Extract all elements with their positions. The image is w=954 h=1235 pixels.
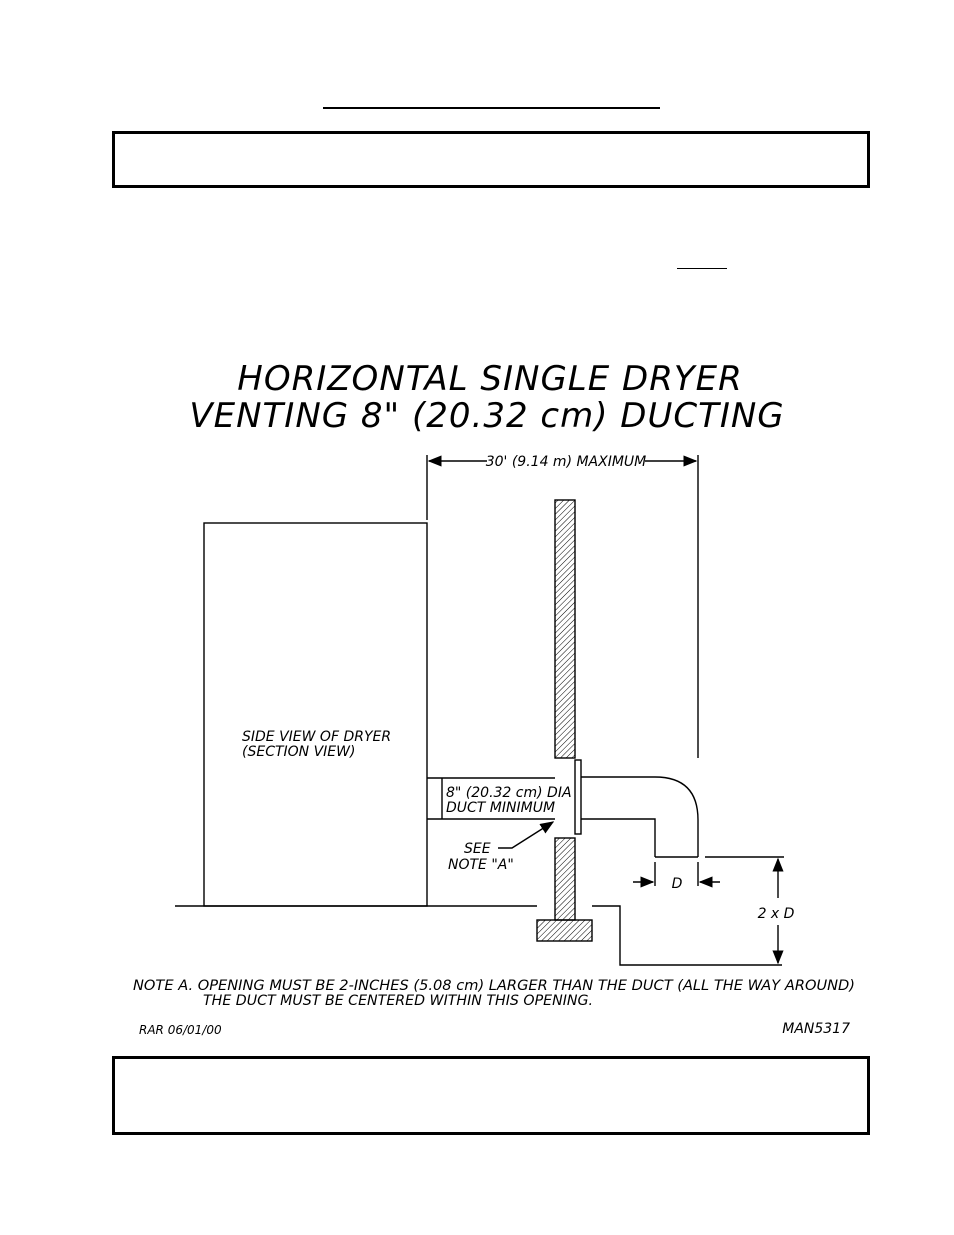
wall-lower [555, 838, 575, 920]
drawing-ref: RAR 06/01/00 [139, 1023, 222, 1037]
dryer-label-line1: SIDE VIEW OF DRYER [242, 729, 392, 745]
duct-elbow-inner [581, 819, 655, 857]
dryer-side-view [204, 523, 427, 906]
diagram-title-line2: VENTING 8" (20.32 cm) DUCTING [189, 396, 785, 436]
d-label: D [671, 876, 683, 892]
two-d-label: 2 x D [757, 906, 795, 922]
duct-elbow-outer [581, 777, 698, 843]
see-note-line2: NOTE "A" [448, 857, 514, 873]
see-note-line1: SEE [464, 841, 491, 857]
diagram-title-line1: HORIZONTAL SINGLE DRYER [237, 359, 743, 399]
drawing-number: MAN5317 [782, 1021, 850, 1037]
duct-label-line1: 8" (20.32 cm) DIA [446, 785, 572, 801]
wall-footing [537, 920, 592, 941]
duct-label-line2: DUCT MINIMUM [446, 800, 556, 816]
floor-line-right [592, 906, 782, 965]
wall-sleeve-plate [575, 760, 581, 834]
wall-upper [555, 500, 575, 758]
dryer-label-line2: (SECTION VIEW) [242, 744, 356, 760]
see-note-leader [498, 822, 553, 848]
footer-box [112, 1056, 870, 1135]
max-length-label: 30' (9.14 m) MAXIMUM [485, 454, 647, 470]
note-a-line1: NOTE A. OPENING MUST BE 2-INCHES (5.08 cm) LARGER THAN THE DUCT (ALL THE WAY AROUND) [133, 978, 855, 994]
note-a-line2: THE DUCT MUST BE CENTERED WITHIN THIS OPENING. [203, 993, 593, 1009]
